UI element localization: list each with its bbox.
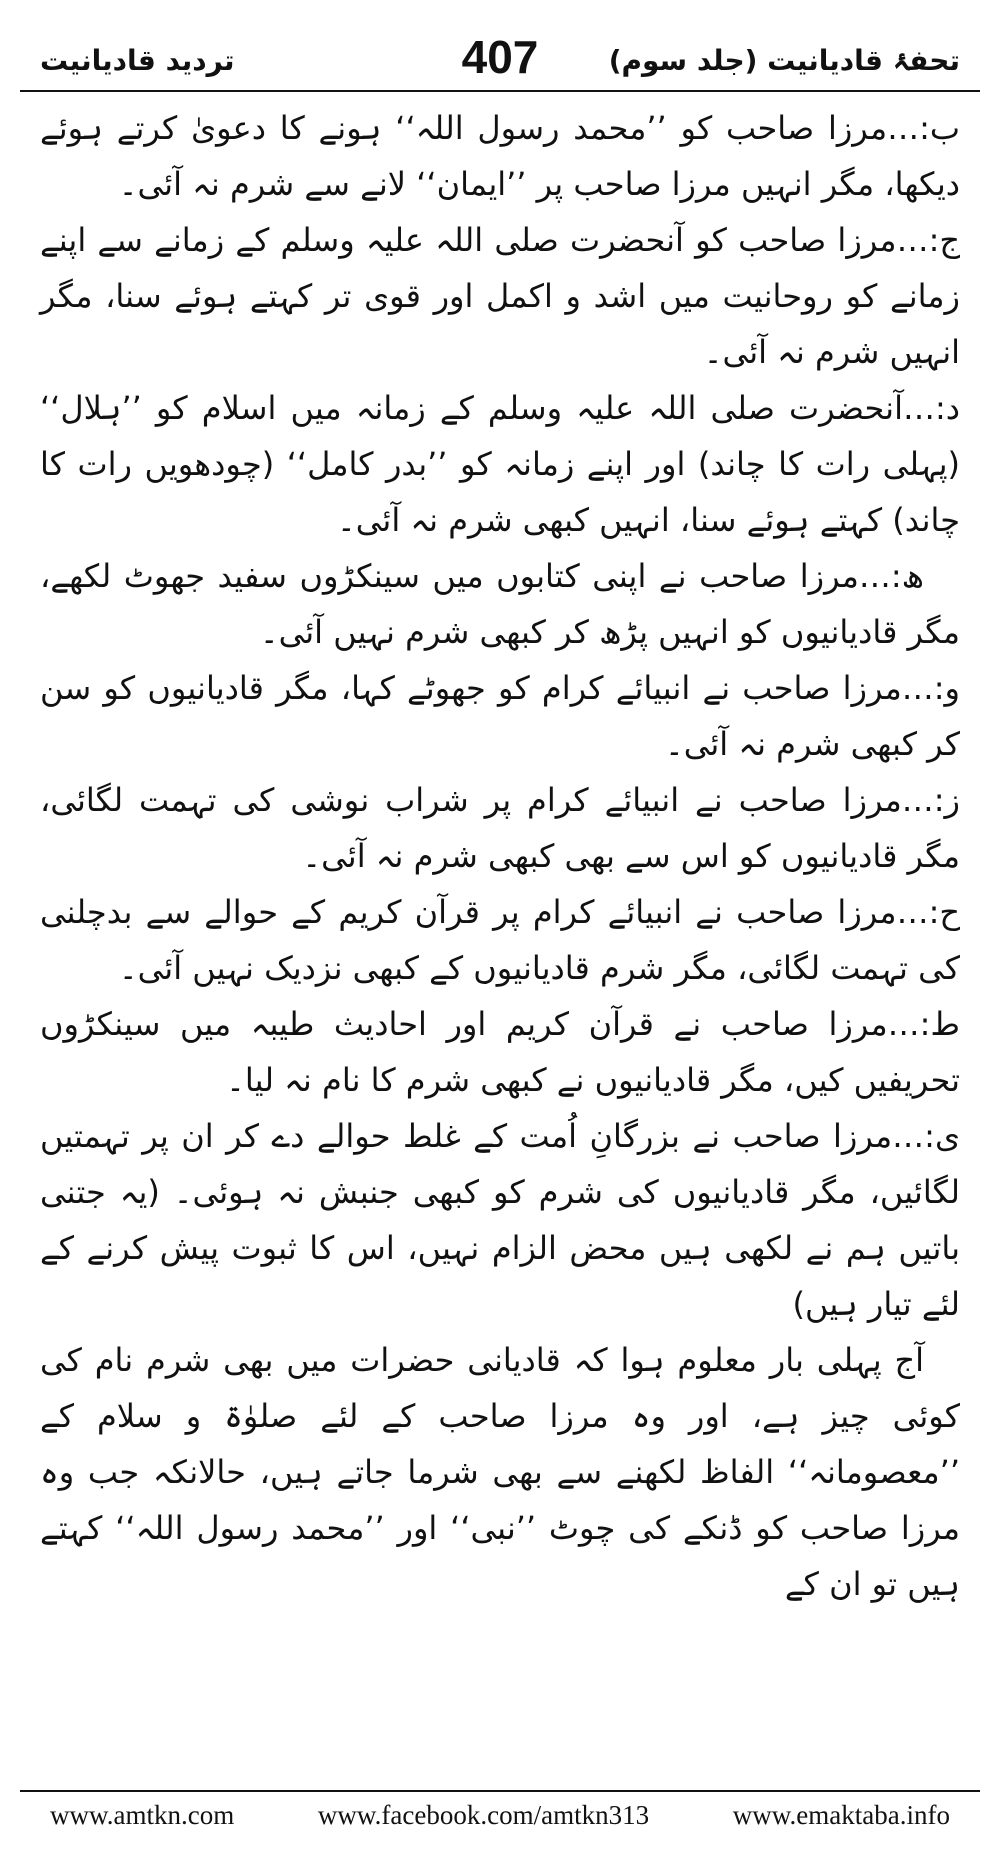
book-title: تحفۂ قادیانیت (جلد سوم) [608, 44, 960, 77]
footer-link-amtkn[interactable]: www.amtkn.com [50, 1800, 235, 1830]
paragraph-w: و:…مرزا صاحب نے انبیائے کرام کو جھوٹے کہا، مگر قادیانیوں کو سن کر کبھی شرم نہ آئی۔ [40, 669, 960, 763]
page-number: 407 [461, 31, 539, 83]
paragraph-z: ز:…مرزا صاحب نے انبیائے کرام پر شراب نوشی کی تہمت لگائی، مگر قادیانیوں کو اس سے بھی کبھی شرم نہ آئی۔ [40, 781, 960, 875]
paragraph-closing: آج پہلی بار معلوم ہوا کہ قادیانی حضرات میں بھی شرم نام کی کوئی چیز ہے، اور وہ مرزا صاحب کے لئے صلوٰۃ و سلام کے ’’معصومانہ‘‘ الفاظ لکھنے سے بھی شرما جاتے ہیں، حالانکہ جب وہ مرزا صاحب کو ڈنکے کی چوٹ ’’نبی‘‘ اور ’’محمد رسول اللہ‘‘ کہتے ہیں تو ان کے [40, 1341, 960, 1603]
paragraph-j: ج:…مرزا صاحب کو آنحضرت صلی اللہ علیہ وسلم کے زمانے سے اپنے زمانے کو روحانیت میں اشد و اکمل اور قوی تر کہتے ہوئے سنا، مگر انہیں شرم نہ آئی۔ [40, 221, 960, 371]
page-body [40, 100, 960, 1720]
section-title: تردید قادیانیت [40, 44, 235, 77]
footer-link-facebook[interactable]: www.facebook.com/amtkn313 [317, 1800, 650, 1830]
paragraph-y: ی:…مرزا صاحب نے بزرگانِ اُمت کے غلط حوالے دے کر ان پر تہمتیں لگائیں، مگر قادیانیوں کی شرم کو کبھی جنبش نہ ہوئی۔ (یہ جتنی باتیں ہم نے لکھی ہیں محض الزام نہیں، اس کا ثبوت پیش کرنے کے لئے تیار ہیں) [40, 1117, 960, 1323]
paragraph-b: ب:…مرزا صاحب کو ’’محمد رسول اللہ‘‘ ہونے کا دعویٰ کرتے ہوئے دیکھا، مگر انہیں مرزا صاحب پر ’’ایمان‘‘ لانے سے شرم نہ آئی۔ [40, 109, 960, 203]
footer-link-emaktaba[interactable]: www.emaktaba.info [732, 1800, 950, 1830]
paragraph-hh: ح:…مرزا صاحب نے انبیائے کرام پر قرآن کریم کے حوالے سے بدچلنی کی تہمت لگائی، مگر شرم قادیانیوں کے کبھی نزدیک نہیں آئی۔ [40, 893, 960, 987]
paragraph-h: ھ:…مرزا صاحب نے اپنی کتابوں میں سینکڑوں سفید جھوٹ لکھے، مگر قادیانیوں کو انہیں پڑھ کر کبھی شرم نہیں آئی۔ [40, 557, 960, 651]
paragraph-t: ط:…مرزا صاحب نے قرآن کریم اور احادیث طیبہ میں سینکڑوں تحریفیں کیں، مگر قادیانیوں نے کبھی شرم کا نام نہ لیا۔ [40, 1005, 961, 1099]
paragraph-d: د:…آنحضرت صلی اللہ علیہ وسلم کے زمانہ میں اسلام کو ’’ہلال‘‘ (پہلی رات کا چاند) اور اپنے زمانہ کو ’’بدر کامل‘‘ (چودھویں رات کا چاند) کہتے ہوئے سنا، انہیں کبھی شرم نہ آئی۔ [40, 389, 960, 539]
page-footer [20, 1790, 980, 1842]
page-header [20, 30, 980, 92]
